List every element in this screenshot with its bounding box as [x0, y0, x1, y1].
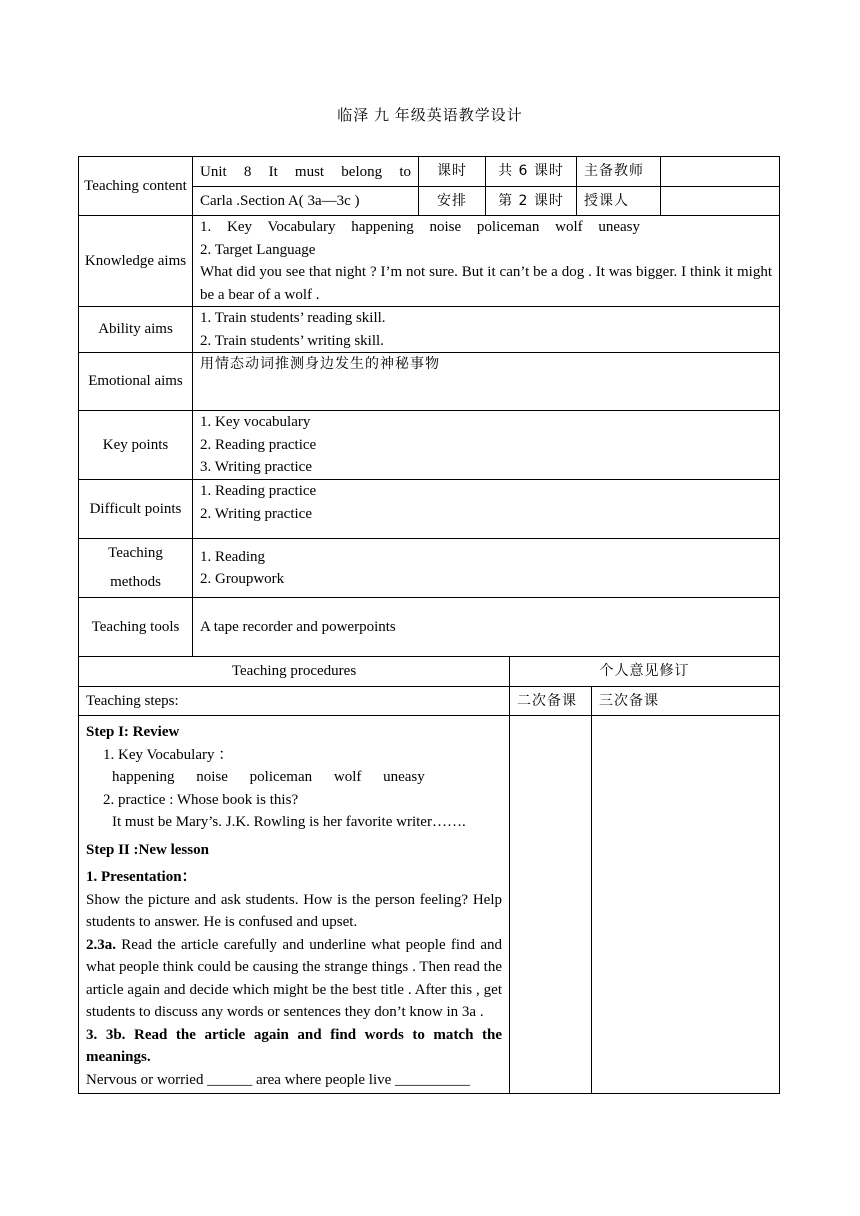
step-3a-text: Read the article carefully and underline what people find and what people think could be causing the strange things . Then read the article again and decide which might be the best title . After this , get students to discuss any words or sentences they don’t know in 3a .	[86, 936, 502, 1020]
difficult-point-1: 1. Reading practice	[200, 483, 317, 499]
lesson-plan-table	[78, 156, 780, 1094]
ability-line-1: 1. Train students’ reading skill.	[200, 310, 386, 326]
schedule-label-2: 安排	[419, 187, 486, 216]
presentation-text: Show the picture and ask students. How is the person feeling? Help students to answer. He is confused and upset.	[86, 891, 502, 930]
schedule-label-1: 课时	[419, 157, 486, 187]
key-points-content	[193, 411, 780, 480]
step2-title: Step II :New lesson	[86, 841, 209, 858]
step-3b-text: 3. 3b. Read the article again and find words to match the meanings.	[86, 1026, 502, 1065]
third-prep-header: 三次备课	[592, 687, 780, 716]
instructor-label: 授课人	[577, 187, 661, 216]
step1-line-1: 1. Key Vocabulary ：	[103, 746, 234, 763]
teaching-tools-content: A tape recorder and powerpoints	[193, 598, 780, 657]
step-last-line: Nervous or worried ______ area where people live __________	[86, 1071, 471, 1088]
lead-teacher-value	[661, 157, 780, 187]
key-point-1: 1. Key vocabulary	[200, 414, 311, 430]
emotional-line-1: 用情态动词推测身边发生的神秘事物	[200, 356, 440, 372]
content-line-2: Carla .Section A( 3a—3c )	[193, 187, 419, 216]
step1-line-3: 2. practice : Whose book is this?	[103, 791, 299, 808]
presentation-title: 1. Presentation：	[86, 869, 197, 885]
method-1: 1. Reading	[200, 548, 265, 565]
step1-title: Step I: Review	[86, 724, 180, 740]
second-prep-notes	[510, 716, 592, 1094]
third-prep-notes	[592, 716, 780, 1094]
teaching-steps-content	[79, 716, 510, 1094]
teaching-steps-label: Teaching steps:	[79, 687, 510, 716]
current-lesson: 第 2 课时	[486, 187, 577, 216]
knowledge-aims-label: Knowledge aims	[79, 216, 193, 307]
knowledge-line-2: 2. Target Language	[200, 241, 316, 258]
difficult-points-label: Difficult points	[79, 480, 193, 539]
instructor-value	[661, 187, 780, 216]
knowledge-aims-content	[193, 216, 780, 307]
method-2: 2. Groupwork	[200, 571, 285, 587]
teaching-content-label: Teaching content	[79, 157, 193, 216]
ability-line-2: 2. Train students’ writing skill.	[200, 332, 384, 349]
step1-line-2: happening noise policeman wolf uneasy	[112, 769, 425, 785]
step-3a-paragraph	[86, 934, 502, 1024]
teaching-methods-content	[193, 539, 780, 598]
ability-aims-content	[193, 307, 780, 353]
difficult-points-content	[193, 480, 780, 539]
knowledge-line-1: 1. Key Vocabulary happening noise policeman wolf uneasy	[200, 219, 641, 235]
teaching-tools-label: Teaching tools	[79, 598, 193, 657]
lead-teacher-label: 主备教师	[577, 157, 661, 187]
emotional-aims-label: Emotional aims	[79, 353, 193, 411]
second-prep-header: 二次备课	[510, 687, 592, 716]
step1-line-4: It must be Mary’s. J.K. Rowling is her favorite writer…….	[112, 814, 466, 830]
emotional-aims-content	[193, 353, 780, 411]
total-lessons: 共 6 课时	[486, 157, 577, 187]
key-point-3: 3. Writing practice	[200, 459, 312, 475]
content-line-1: Unit 8 It must belong to	[193, 157, 419, 187]
key-points-label: Key points	[79, 411, 193, 480]
ability-aims-label: Ability aims	[79, 307, 193, 353]
key-point-2: 2. Reading practice	[200, 436, 317, 453]
step-3a-lead: 2.3a.	[86, 936, 116, 953]
revision-header: 个人意见修订	[510, 657, 780, 687]
difficult-point-2: 2. Writing practice	[200, 505, 312, 522]
knowledge-line-3: What did you see that night ? I’m not sure. But it can’t be a dog . It was bigger. I think it might be a bear of a wolf .	[200, 264, 772, 303]
teaching-methods-label: Teaching methods	[79, 539, 193, 598]
page-title: 临泽 九 年级英语教学设计	[337, 108, 523, 124]
procedures-header: Teaching procedures	[79, 657, 510, 687]
